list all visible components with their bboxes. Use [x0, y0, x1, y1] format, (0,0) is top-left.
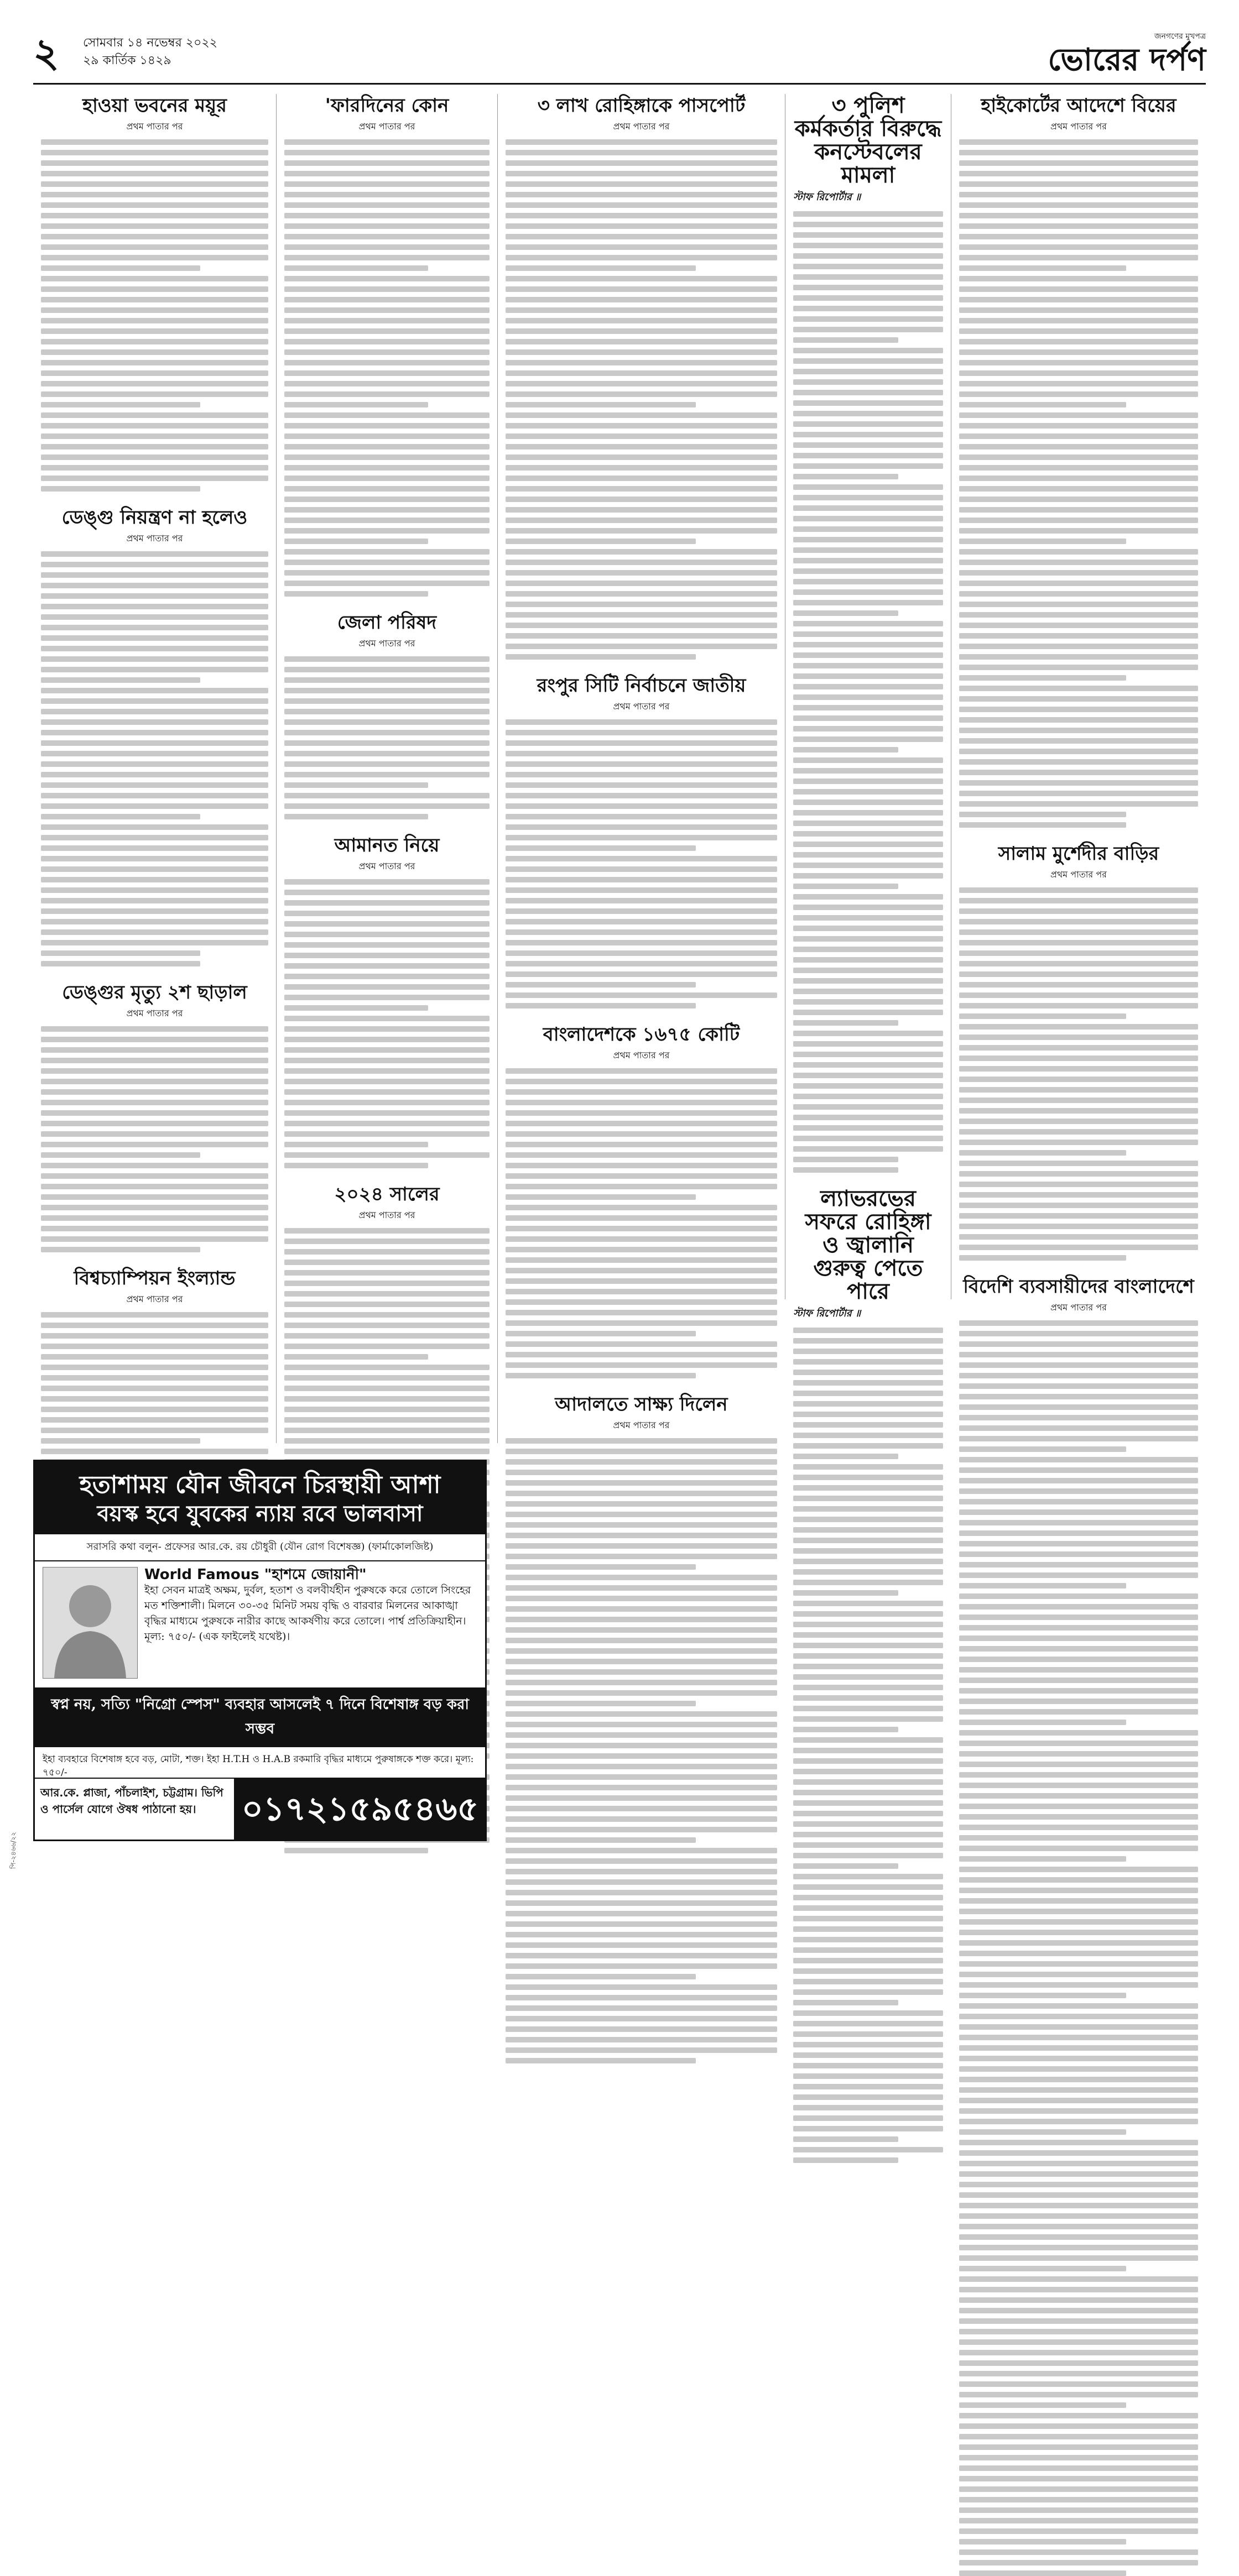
advertisement [33, 1460, 487, 1841]
date-bengali: ২৯ কার্তিক ১৪২৯ [83, 54, 171, 67]
article-kicker: প্রথম পাতার পর [1050, 121, 1107, 132]
article [41, 506, 268, 966]
column-1 [33, 94, 277, 1443]
article-headline[interactable]: বিদেশি ব্যবসায়ীদের বাংলাদেশে [963, 1276, 1194, 1298]
article-kicker: প্রথম পাতার পর [358, 121, 415, 132]
date-block [83, 34, 217, 70]
article-headline[interactable]: 'ফারদিনের কোন [325, 95, 449, 117]
article-kicker: প্রথম পাতার পর [126, 1008, 183, 1018]
article-headline[interactable]: ল্যাভরভের সফরে রোহিঙ্গা ও জ্বালানি গুরুত্ব পেতে পারে [805, 1185, 931, 1304]
article-byline: স্টাফ রিপোর্টার ॥ [793, 1308, 861, 1319]
article-headline[interactable]: ২০২৪ সালের [334, 1183, 440, 1205]
article-body [506, 1438, 777, 2063]
newspaper-logo [1048, 30, 1206, 76]
article-headline[interactable]: জেলা পরিষদ [337, 612, 437, 634]
article-headline[interactable]: বিশ্বচ্যাম্পিয়ন ইংল্যান্ড [74, 1267, 236, 1289]
article [284, 611, 490, 819]
article [506, 94, 777, 660]
column-2 [277, 94, 498, 1443]
article-kicker: প্রথম পাতার পর [1050, 1302, 1107, 1313]
article-headline[interactable]: ডেঙ্গুর মৃত্যু ২শ ছাড়াল [62, 981, 247, 1004]
column-5 [951, 94, 1206, 1313]
column-4 [785, 92, 951, 1319]
ad-footer [35, 1778, 485, 1840]
article-kicker: প্রথম পাতার পর [613, 121, 670, 132]
page-number: ২ [33, 29, 59, 76]
article-kicker: প্রথম পাতার পর [613, 1050, 670, 1060]
article-body [506, 139, 777, 660]
ad-body [144, 1567, 477, 1679]
article [793, 1187, 943, 2163]
article-body [959, 139, 1198, 828]
brand-tagline: জনগণের মুখপত্র [1154, 32, 1206, 41]
person-icon [43, 1567, 137, 1678]
article-headline[interactable]: হাইকোর্টের আদেশে বিয়ের [981, 95, 1176, 117]
ad-note: ইহা ব্যবহারে বিশেষাঙ্গ হবে বড়, মোটা, শক্ত। ইহা H.T.H ও H.A.B রকমারি বৃদ্ধির মাধ্যমে পুরুষাঙ্গকে শক্ত করে। মূল্য: ৭৫০/- [43, 1754, 474, 1778]
article [959, 842, 1198, 1261]
article [506, 1393, 777, 2063]
article-body [284, 139, 490, 597]
article [793, 94, 943, 1173]
article-kicker: প্রথম পাতার পর [358, 1210, 415, 1220]
article-headline[interactable]: সালাম মুর্শেদীর বাড়ির [998, 843, 1159, 865]
column-3 [498, 94, 785, 1430]
brand-name: ভোরের দর্পণ [1048, 41, 1206, 78]
footer-code: পি-২৪৬৬/২২ [9, 1832, 17, 1869]
article-headline[interactable]: আমানত নিয়ে [334, 834, 440, 856]
date-gregorian: সোমবার ১৪ নভেম্বর ২০২২ [83, 36, 217, 50]
ad-banner: স্বপ্ন নয়, সত্যি "নিগ্রো স্পেস" ব্যবহার আসলেই ৭ দিনে বিশেষাঙ্গ বড় করা সম্ভব [35, 1687, 485, 1747]
newspaper-page [9, 28, 1206, 1874]
article-body [959, 1320, 1198, 2576]
article-headline[interactable]: রংপুর সিটি নির্বাচনে জাতীয় [537, 675, 746, 697]
article-headline[interactable]: ডেঙ্গু নিয়ন্ত্রণ না হলেও [61, 506, 248, 529]
article-body [793, 211, 943, 1173]
article-kicker: প্রথম পাতার পর [126, 533, 183, 544]
doctor-photo [43, 1567, 138, 1679]
article [284, 834, 490, 1168]
ad-address: আর.কে. প্লাজা, পাঁচলাইশ, চট্টগ্রাম। ভিপি ও পার্সেল যোগে ঔষধ পাঠানো হয়। [35, 1779, 235, 1840]
article [284, 94, 490, 597]
article-body [41, 1026, 268, 1252]
ad-header [35, 1461, 485, 1534]
article-byline: স্টাফ রিপোর্টার ॥ [793, 191, 861, 203]
article [506, 1023, 777, 1378]
article [959, 1275, 1198, 2576]
article [41, 94, 268, 492]
article-kicker: প্রথম পাতার পর [126, 121, 183, 132]
article-headline[interactable]: ৩ লাখ রোহিঙ্গাকে পাসপোর্ট [537, 95, 746, 117]
ad-phone-number: ০১৭২১৫৯৫৪৬৫ [235, 1779, 485, 1840]
article-kicker: প্রথম পাতার পর [613, 701, 670, 712]
article [959, 94, 1198, 828]
article-body [284, 656, 490, 819]
article-kicker: প্রথম পাতার পর [358, 861, 415, 871]
article-headline[interactable]: বাংলাদেশকে ১৬৭৫ কোটি [543, 1023, 740, 1046]
article-headline[interactable]: হাওয়া ভবনের ময়ূর [82, 95, 227, 117]
article-body [506, 719, 777, 1009]
ad-subline: সরাসরি কথা বলুন- প্রফেসর আর.কে. রয় চৌধুরী (যৌন রোগ বিশেষজ্ঞ) (ফার্মাকোলজিষ্ট) [35, 1534, 485, 1561]
article-body [284, 879, 490, 1168]
masthead [33, 28, 1206, 85]
article-body [959, 887, 1198, 1261]
article-kicker: প্রথম পাতার পর [126, 1294, 183, 1304]
article-body [506, 1068, 777, 1378]
article-body [41, 551, 268, 966]
article-kicker: প্রথম পাতার পর [613, 1420, 670, 1430]
ad-middle [35, 1561, 485, 1684]
article-headline[interactable]: ৩ পুলিশ কর্মকর্তার বিরুদ্ধে কনস্টেবলের মামলা [794, 92, 942, 188]
article [506, 674, 777, 1009]
article-headline[interactable]: আদালতে সাক্ষ্য দিলেন [555, 1393, 728, 1415]
ad-headline-1: হতাশাময় যৌন জীবনে চিরস্থায়ী আশা [79, 1471, 441, 1499]
article-body [793, 1328, 943, 2163]
ad-headline-2: বয়স্ক হবে যুবকের ন্যায় রবে ভালবাসা [97, 1501, 423, 1527]
ad-description: ইহা সেবন মাত্রই অক্ষম, দুর্বল, হতাশ ও বলবীর্যহীন পুরুষকে করে তোলে সিংহের মত শক্তিশালী। মিলনে ৩০-৩৫ মিনিট সময় বৃদ্ধি ও বারবার মিলনের আকাঙ্খা বৃদ্ধির মাধ্যমে পুরুষকে নারীর কাছে আকর্ষণীয় করে তোলে। পার্শ্ব প্রতিক্রিয়াহীন। মূল্য: ৭৫০/- (এক ফাইলেই যথেষ্ট)। [144, 1584, 471, 1643]
article [41, 981, 268, 1252]
article-kicker: প্রথম পাতার পর [358, 638, 415, 649]
ad-product-name: World Famous "হাশমে জোয়ানী" [144, 1566, 367, 1583]
article-body [41, 139, 268, 492]
article-kicker: প্রথম পাতার পর [1050, 869, 1107, 880]
